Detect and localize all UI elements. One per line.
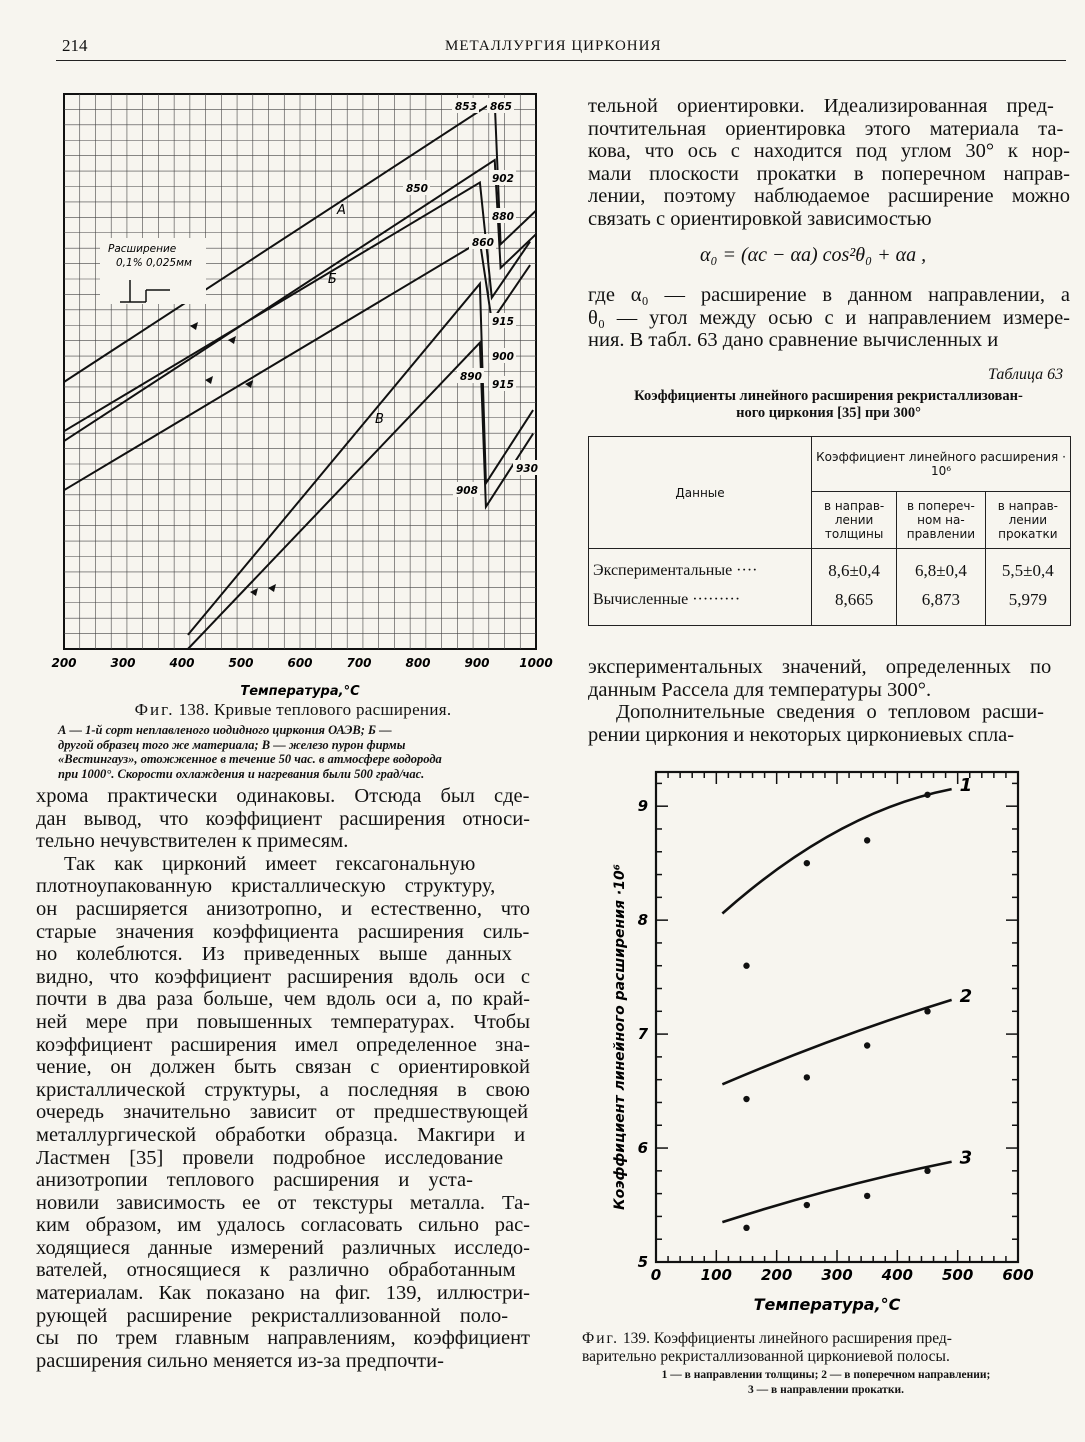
text-line: кристаллической структуры, а последняя в свою: [36, 1078, 530, 1101]
fig138-point-label: 865: [490, 101, 512, 113]
table-cell: 6,8±0,4: [897, 549, 986, 586]
table-row: [589, 586, 1071, 626]
fig138-caption-line: другой образец того же материала; В — железо пурон фирмы: [58, 737, 406, 752]
fig139-caption-body-1: 1 — в направлении толщины; 2 — в поперечном направлении;: [661, 1369, 991, 1381]
fig139-data-point-3: [743, 1225, 749, 1231]
fig139-data-point-2: [924, 1008, 930, 1014]
fig138-caption-line: при 1000°. Скорости охлаждения и нагревания были 500 град/час.: [58, 766, 425, 781]
fig139-data-point-3: [864, 1193, 870, 1199]
text-line: сы по трем главным направлениям, коэффициент: [36, 1327, 530, 1350]
fig139-x-tick-label: 300: [821, 1266, 853, 1284]
fig139-caption: [582, 1330, 1070, 1397]
fig138-direction-arrow: [228, 336, 236, 344]
right-column-text-mid: [588, 284, 1070, 352]
table-row: [589, 437, 1071, 492]
fig138-curve-label: В: [374, 412, 384, 428]
table-cell: 8,665: [812, 586, 897, 626]
table63-title-line: ного циркония [35] при 300°: [736, 405, 921, 421]
fig138-direction-arrow: [190, 322, 198, 330]
fig139-series-label: 3: [959, 1147, 973, 1169]
text-line: новили зависимость ее от текстуры металла. Та-: [36, 1191, 530, 1214]
table63: [588, 436, 1071, 626]
text-line: θ₀ — угол между осью c и направлением измере-: [588, 306, 1070, 329]
text-line: хрома практически одинаковы. Отсюда был сде-: [36, 785, 530, 807]
text-line: где α₀ — расширение в данном направлении, а: [588, 284, 1070, 306]
fig139-data-point-1: [864, 837, 870, 843]
text-line: он расширяется анизотропно, и естественно, что: [36, 897, 530, 920]
fig139-x-tick-label: 100: [700, 1266, 732, 1284]
fig138-curve-label: А: [337, 202, 346, 218]
fig138-direction-arrow: [268, 584, 276, 592]
fig138-x-tick-label: 1000: [519, 656, 553, 670]
text-line: ким образом, им удалось согласовать сильно рас-: [36, 1214, 530, 1237]
fig139-y-axis-label: Коэффициент линейного расширения ·10⁶: [612, 864, 628, 1210]
fig138-point-label: 915: [492, 379, 514, 391]
fig139-caption-prefix: Фиг.: [582, 1330, 620, 1347]
text-line: плотноупакованную кристаллическую структуру,: [36, 875, 496, 898]
text-line: Так как цирконий имеет гексагональную: [64, 852, 476, 875]
fig139-series-label: 2: [959, 985, 973, 1007]
fig138-x-tick-label: 800: [405, 656, 431, 670]
fig139-x-tick-label: 200: [761, 1266, 793, 1284]
fig139-data-point-1: [924, 792, 930, 798]
fig138-curve-В-cooling: [188, 343, 533, 649]
fig138-caption-body: [58, 723, 530, 781]
text-line: тельной ориентировки. Идеализированная пред-: [588, 95, 1054, 117]
fig139-data-point-3: [924, 1168, 930, 1174]
table-cell: 8,6±0,4: [812, 549, 897, 586]
fig138-direction-arrow: [250, 588, 258, 596]
header-rule: [56, 60, 1066, 61]
table-header-cell: в направ-лении толщины: [812, 492, 897, 549]
fig138-expansion-label: Расширение: [108, 243, 177, 255]
text-line: рении циркония и некоторых циркониевых спла-: [588, 723, 1015, 746]
left-column-text: [36, 785, 530, 1372]
fig138-x-tick-label: 300: [110, 656, 136, 670]
fig138-point-label: 902: [492, 173, 514, 185]
table-cell: Экспериментальные ····: [589, 549, 812, 586]
fig139-x-tick-label: 0: [650, 1266, 662, 1284]
fig138-expansion-label: 0,1% 0,025мм: [116, 257, 192, 269]
fig138-point-label: 890: [460, 371, 482, 383]
table-header-cell: Коэффициент линейного расширения · 10⁶: [812, 437, 1071, 492]
fig138-x-tick-label: 600: [287, 656, 313, 670]
text-line: видно, что коэффициент расширения вдоль оси c: [36, 965, 530, 988]
table-cell: 5,979: [985, 586, 1070, 626]
figure-138: [40, 80, 553, 699]
expansion-formula: α₀ = (αc − αa) cos²θ₀ + αa ,: [700, 244, 927, 266]
fig139-x-tick-label: 500: [942, 1266, 974, 1284]
table-cell: Вычисленные ·········: [589, 586, 812, 626]
fig139-y-tick-label: 9: [637, 797, 648, 816]
text-line: почти в два раза больше, чем вдоль оси a, по край-: [36, 988, 530, 1011]
fig138-x-tick-label: 200: [51, 656, 77, 670]
fig139-fit-line-1: [722, 789, 951, 913]
text-line: ходящиеся данные измерений различных исследо-: [36, 1236, 530, 1259]
fig138-caption-prefix: Фиг.: [134, 700, 175, 719]
fig139-y-tick-label: 5: [637, 1253, 648, 1271]
table-header-cell: Данные: [589, 437, 812, 549]
page-number: 214: [62, 36, 88, 55]
fig139-series-label: 1: [959, 775, 973, 797]
fig139-caption-title-2: варительно рекристаллизованной циркониевой полосы.: [582, 1348, 950, 1365]
fig138-caption-title: 138. Кривые теплового расширения.: [178, 700, 452, 719]
text-line: дан вывод, что коэффициент расширения относи-: [36, 807, 530, 830]
fig139-data-point-3: [804, 1202, 810, 1208]
fig139-x-axis-label: Температура,°С: [753, 1295, 901, 1314]
fig138-x-tick-label: 700: [346, 656, 372, 670]
fig138-point-label: 860: [472, 237, 494, 249]
text-line: рующей расширение рекристаллизованной поло-: [36, 1304, 509, 1327]
fig139-data-point-2: [743, 1096, 749, 1102]
text-line: коэффициент расширения имел определенное зна-: [36, 1033, 530, 1056]
text-line: старые значения коэффициента расширения силь-: [36, 920, 530, 943]
text-line: данным Рассела для температуры 300°.: [588, 678, 932, 701]
fig138-curve-В-heating: [188, 284, 533, 635]
fig139-fit-line-2: [722, 1000, 951, 1084]
fig139-x-tick-label: 400: [881, 1266, 913, 1284]
fig138-caption-line: А — 1-й сорт неплавленого иодидного циркония ОАЭВ; Б —: [58, 723, 392, 737]
table63-title: [586, 388, 1071, 422]
right-column-text-top: [588, 95, 1070, 231]
table63-title-line: Коэффициенты линейного расширения рекристаллизован-: [634, 388, 1023, 404]
fig139-y-tick-label: 6: [637, 1139, 648, 1158]
text-line: вателей, относящиеся к различно обработанным: [36, 1259, 516, 1282]
fig138-point-label: 850: [406, 183, 428, 195]
fig138-point-label: 915: [492, 316, 514, 328]
fig138-direction-arrow: [205, 376, 213, 384]
fig139-caption-title: 139. Коэффициенты линейного расширения пред-: [622, 1330, 952, 1347]
fig138-point-label: 930: [516, 463, 538, 475]
fig139-y-tick-label: 7: [637, 1025, 648, 1044]
fig139-data-point-1: [743, 963, 749, 969]
running-title: МЕТАЛЛУРГИЯ ЦИРКОНИЯ: [445, 38, 662, 54]
text-line: ней мере при повышенных температурах. Чтобы: [36, 1010, 530, 1033]
text-line: ния. В табл. 63 дано сравнение вычисленных и: [588, 329, 999, 352]
fig138-x-tick-label: 500: [228, 656, 254, 670]
fig138-x-tick-label: 900: [464, 656, 490, 670]
right-column-text-bottom: [588, 656, 1072, 746]
figure-139: [600, 760, 1070, 1320]
text-line: мали плоскости прокатки в поперечном направ-: [588, 162, 1070, 185]
fig139-data-point-2: [804, 1074, 810, 1080]
text-line: расширения сильно меняется из-за предпочти-: [36, 1349, 444, 1372]
text-line: лении, поэтому наблюдаемое расширение можно: [588, 185, 1070, 208]
text-line: но колеблются. Из приведенных выше данных: [36, 943, 512, 966]
text-line: металлургической обработки образца. Макгири и: [36, 1123, 526, 1146]
fig138-point-label: 880: [492, 211, 514, 223]
fig138-x-axis-label: Температура,°С: [240, 684, 360, 699]
fig138-curve-label: Б: [327, 272, 337, 288]
text-line: Дополнительные сведения о тепловом расши-: [616, 701, 1044, 724]
text-line: связать с ориентировкой зависимостью: [588, 207, 932, 230]
fig139-y-tick-label: 8: [637, 911, 648, 930]
fig139-fit-line-3: [722, 1162, 951, 1222]
fig139-caption-body-2: 3 — в направлении прокатки.: [748, 1383, 904, 1396]
table-row: [589, 549, 1071, 586]
fig139-data-point-1: [804, 860, 810, 866]
fig138-point-label: 900: [492, 351, 514, 363]
table-header-cell: в направ-лении прокатки: [985, 492, 1070, 549]
table-cell: 5,5±0,4: [985, 549, 1070, 586]
table-header-cell: в попереч-ном на-правлении: [897, 492, 986, 549]
text-line: Ластмен [35] провели подробное исследование: [36, 1146, 504, 1169]
table-cell: 6,873: [897, 586, 986, 626]
text-line: очередь значительно зависит от предшествующей: [36, 1101, 529, 1124]
fig139-caption-title-row: [582, 1330, 1070, 1348]
fig139-x-tick-label: 600: [1002, 1266, 1034, 1284]
text-line: экспериментальных значений, определенных по: [588, 656, 1052, 678]
text-line: анизотропии теплового расширения и уста-: [36, 1169, 473, 1192]
fig138-x-tick-label: 400: [169, 656, 195, 670]
table63-label: Таблица 63: [988, 366, 1064, 383]
fig139-data-point-2: [864, 1042, 870, 1048]
fig138-caption-title-row: [58, 700, 528, 720]
text-line: кова, что ось c находится под углом 30° к нор-: [588, 140, 1070, 163]
text-line: чение, он должен быть связан с ориентировкой: [36, 1056, 530, 1079]
text-line: почтительная ориентировка этого материала та-: [588, 117, 1064, 140]
text-line: тельно нечувствителен к примесям.: [36, 830, 349, 853]
fig138-point-label: 853: [455, 101, 477, 113]
fig138-point-label: 908: [456, 485, 478, 497]
text-line: материалам. Как показано на фиг. 139, иллюстри-: [36, 1282, 530, 1305]
fig138-caption-line: «Вестингауз», отожженное в течение 50 час. в атмосфере водорода: [58, 752, 442, 766]
